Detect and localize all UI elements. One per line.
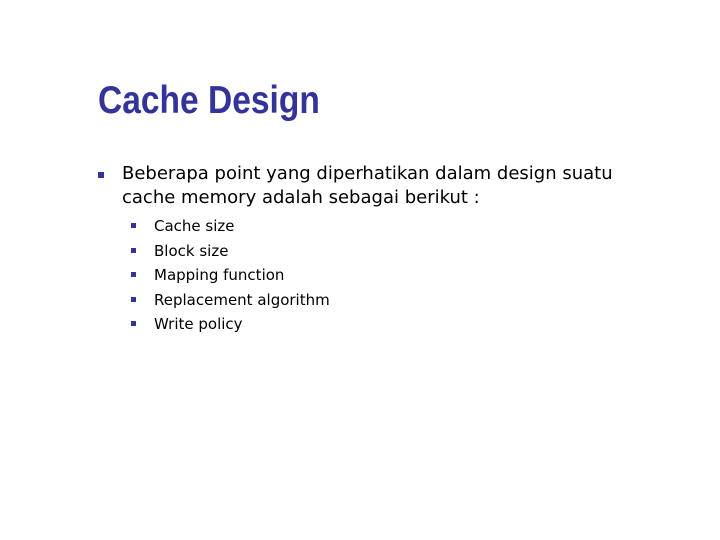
slide-title: Cache Design xyxy=(98,79,320,122)
main-bullet-item xyxy=(96,162,676,337)
list-item xyxy=(122,239,676,264)
list-item xyxy=(122,288,676,313)
square-bullet-icon xyxy=(98,172,104,178)
sub-bullet-list xyxy=(122,214,676,337)
square-bullet-icon xyxy=(131,248,136,253)
list-item xyxy=(122,263,676,288)
list-item-text: Block size xyxy=(154,241,229,260)
square-bullet-icon xyxy=(131,272,136,277)
list-item xyxy=(122,312,676,337)
bullet-list xyxy=(96,162,676,337)
list-item-text: Mapping function xyxy=(154,266,285,284)
list-item xyxy=(122,214,676,239)
list-item-text: Write policy xyxy=(154,315,243,333)
list-item-text: Cache size xyxy=(154,217,235,235)
square-bullet-icon xyxy=(131,223,136,228)
list-item-text: Replacement algorithm xyxy=(154,290,330,309)
intro-text: Beberapa point yang diperhatikan dalam design suatu cache memory adalah sebagai berikut : xyxy=(122,163,613,208)
square-bullet-icon xyxy=(131,297,136,302)
square-bullet-icon xyxy=(131,321,136,326)
